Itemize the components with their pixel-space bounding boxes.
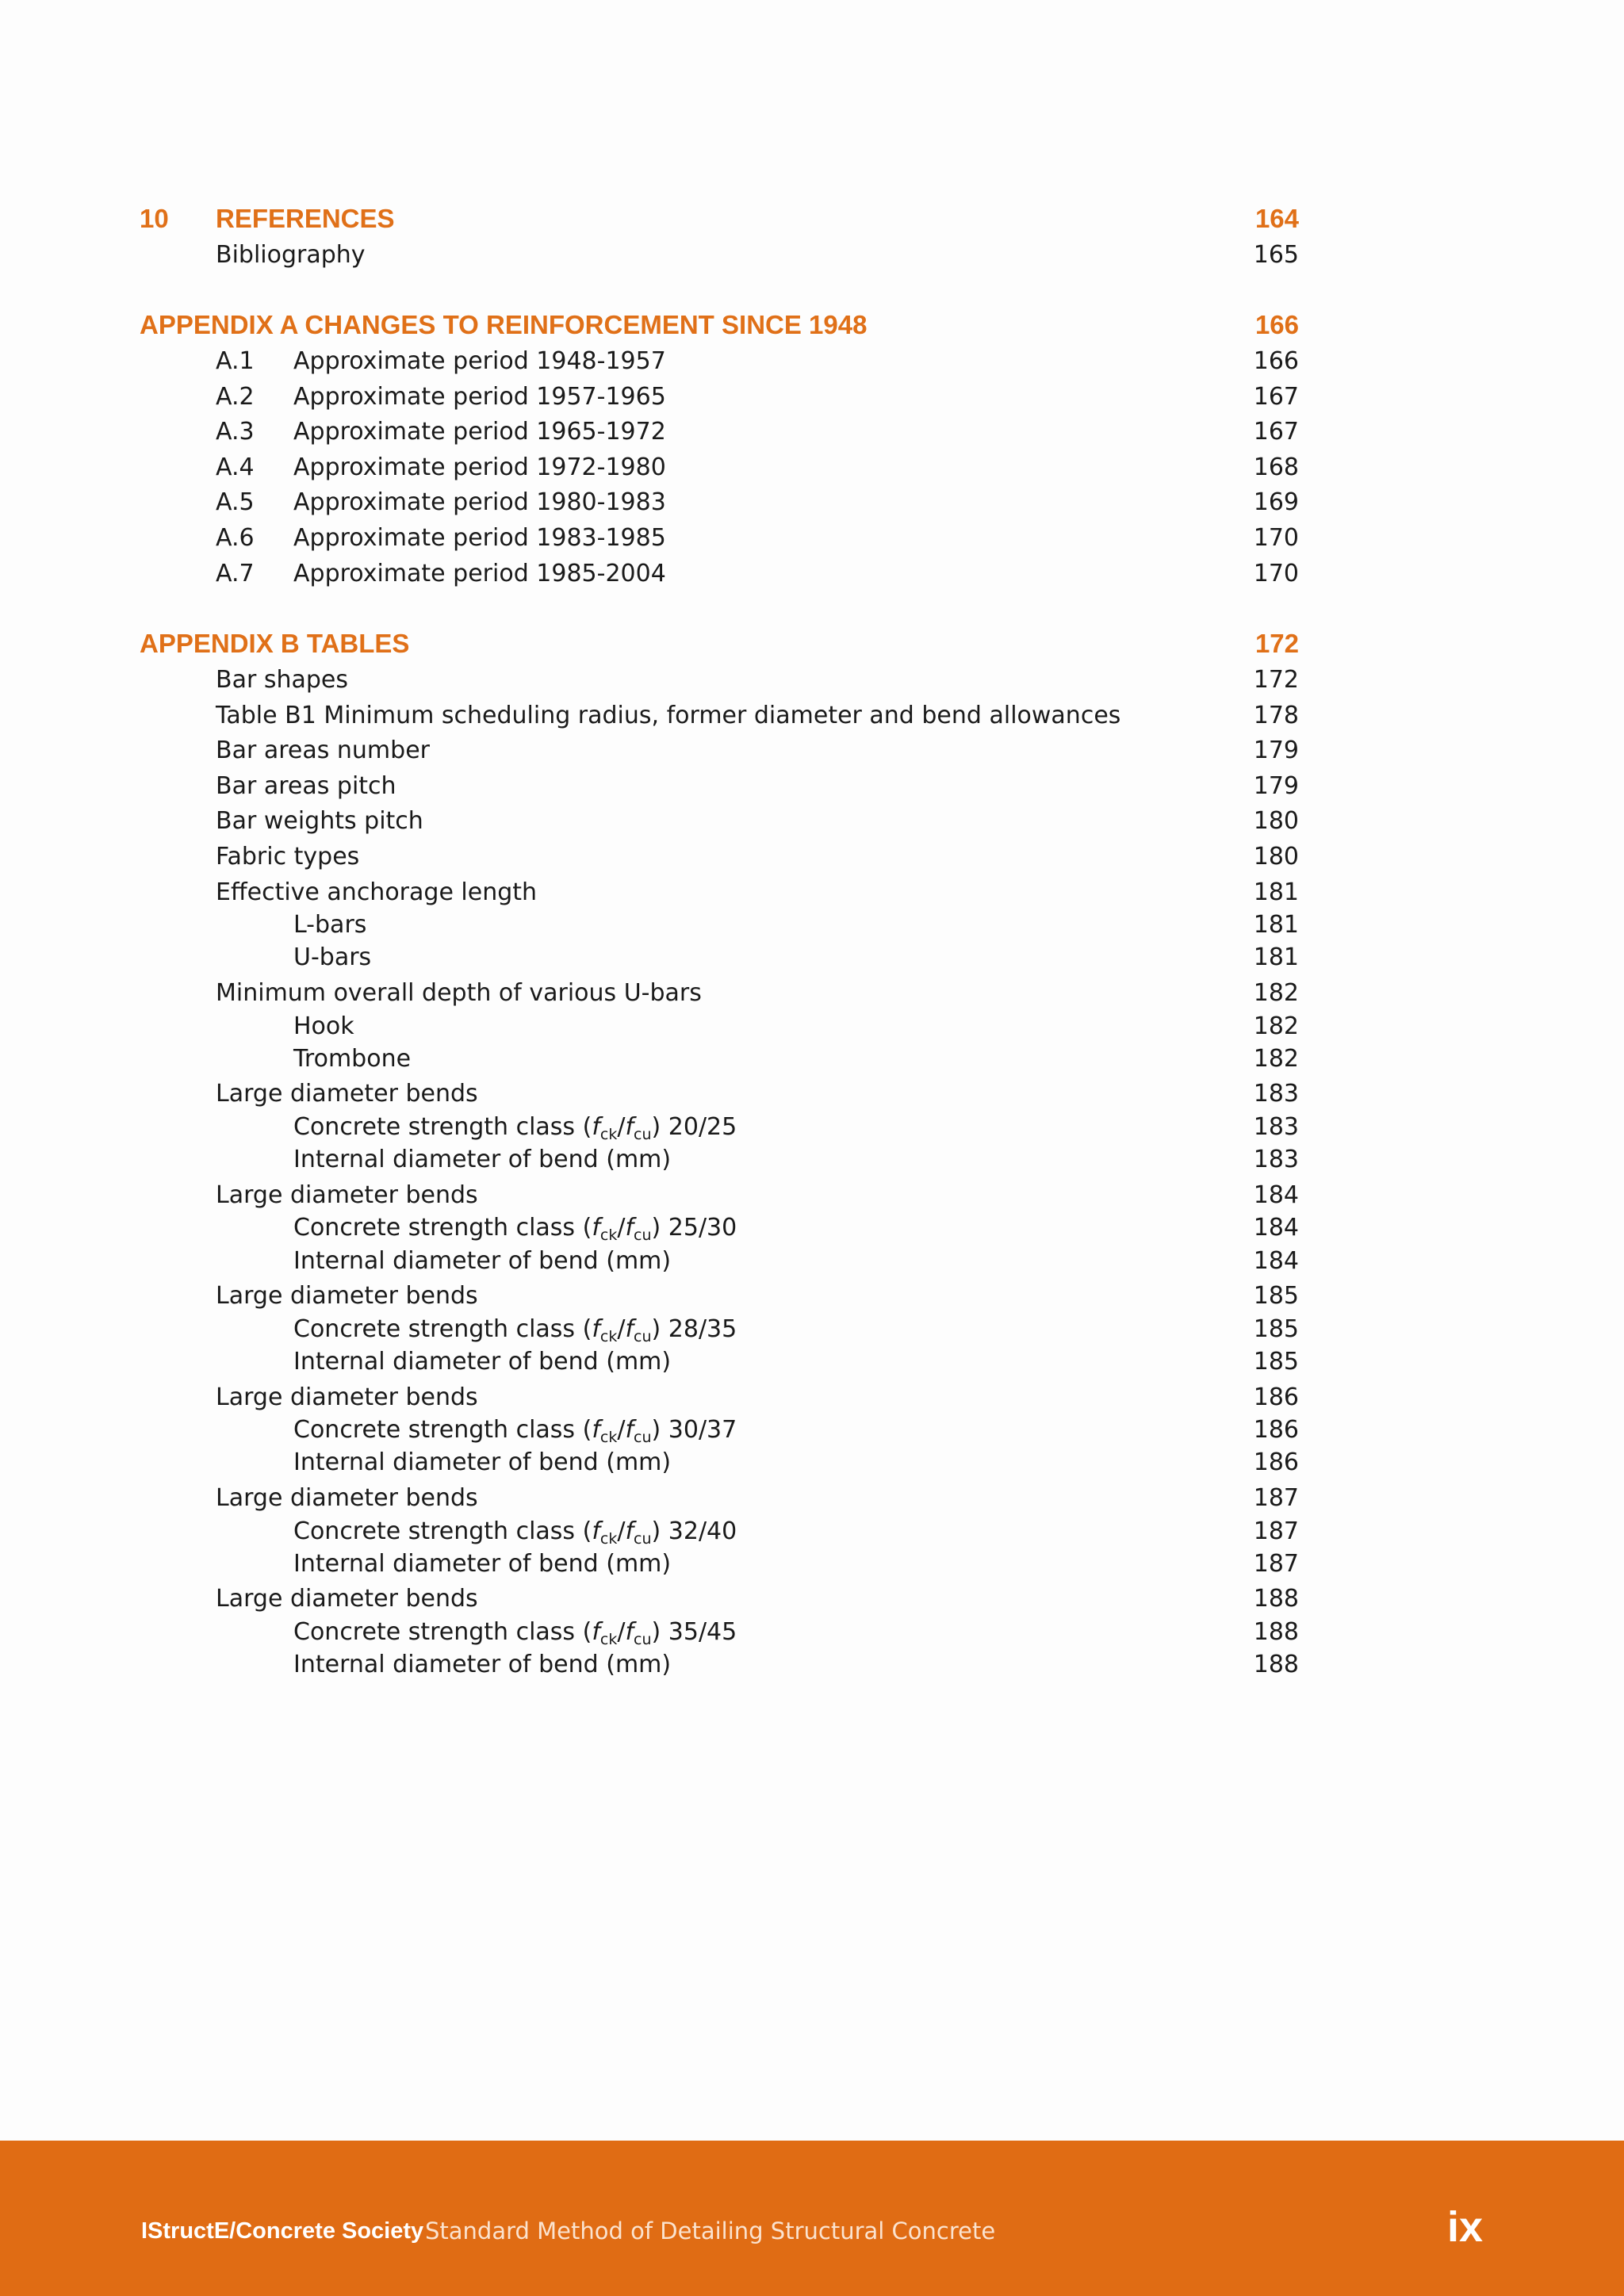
subscript-ck: ck <box>599 1429 618 1447</box>
footer-page-number: ix <box>1446 2203 1483 2251</box>
toc-entry-page: 165 <box>1253 241 1299 269</box>
toc-entry-title: L-bars <box>293 911 367 939</box>
toc-entry-page: 186 <box>1253 1383 1299 1411</box>
subscript-ck: ck <box>599 1529 618 1548</box>
symbol-f-cu: f <box>625 1517 634 1545</box>
strength-class-value: 35/45 <box>668 1617 737 1646</box>
toc-subentry-appendix-b[interactable] <box>0 1211 1624 1246</box>
toc-entry-title: Concrete strength class $(f_{ck}/f_{cu})$ 35/45 <box>293 1617 737 1648</box>
toc-heading-page: 164 <box>1254 204 1299 233</box>
toc-subentry-appendix-b[interactable] <box>0 1345 1624 1380</box>
toc-subentry-appendix-b[interactable] <box>0 940 1624 975</box>
toc-entry-page: 172 <box>1253 666 1299 694</box>
toc-entry-appendix-b[interactable] <box>0 733 1624 768</box>
subscript-ck: ck <box>599 1125 618 1143</box>
toc-entry-page: 184 <box>1253 1181 1299 1209</box>
toc-entry-title-text: Concrete strength class <box>293 1416 576 1445</box>
toc-entry-title: U-bars <box>293 943 372 972</box>
symbol-f-cu: f <box>625 1617 634 1646</box>
toc-entry-appendix-b[interactable] <box>0 698 1624 733</box>
toc-heading-references[interactable] <box>0 201 1624 236</box>
toc-subentry-appendix-b[interactable] <box>0 1615 1624 1650</box>
toc-entry-title: Concrete strength class $(f_{ck}/f_{cu})$ 32/40 <box>293 1517 737 1548</box>
toc-entry-title: Effective anchorage length <box>216 878 538 906</box>
subscript-cu: cu <box>634 1226 652 1245</box>
toc-entry-appendix-a[interactable] <box>0 380 1624 415</box>
symbol-f-ck: f <box>592 1112 600 1141</box>
toc-heading-title: APPENDIX A CHANGES TO REINFORCEMENT SINCE 1948 <box>140 310 868 339</box>
symbol-f-cu: f <box>625 1314 634 1343</box>
toc-subentry-appendix-b[interactable] <box>0 1009 1624 1044</box>
toc-entry-appendix-b[interactable] <box>0 663 1624 698</box>
toc-entry-page: 186 <box>1253 1448 1299 1477</box>
subscript-ck: ck <box>599 1630 618 1648</box>
toc-subentry-appendix-b[interactable] <box>0 1312 1624 1347</box>
toc-entry-title-text: Concrete strength class <box>293 1314 576 1343</box>
toc-entry-page: 167 <box>1253 382 1299 411</box>
toc-entry-title: Bar weights pitch <box>216 807 423 836</box>
toc-entry-title: Approximate period 1983-1985 <box>293 524 666 552</box>
toc-entry-title: Large diameter bends <box>216 1585 478 1613</box>
toc-subentry-appendix-b[interactable] <box>0 1514 1624 1549</box>
symbol-f-ck: f <box>592 1517 600 1545</box>
toc-entry-appendix-b[interactable] <box>0 1178 1624 1213</box>
toc-heading-page: 172 <box>1254 629 1299 658</box>
toc-entry-title: Hook <box>293 1012 354 1040</box>
toc-entry-page: 170 <box>1253 524 1299 552</box>
toc-subentry-appendix-b[interactable] <box>0 1142 1624 1177</box>
toc-entry-page: 170 <box>1253 559 1299 587</box>
toc-entry-page: 187 <box>1253 1549 1299 1578</box>
toc-entry-number: A.6 <box>216 524 255 552</box>
toc-entry-page: 179 <box>1253 771 1299 800</box>
toc-entry-title: Internal diameter of bend (mm) <box>293 1146 672 1174</box>
toc-entry-page: 184 <box>1253 1214 1299 1242</box>
toc-subentry-appendix-b[interactable] <box>0 1413 1624 1448</box>
toc-entry-page: 188 <box>1253 1651 1299 1679</box>
toc-entry-number: A.4 <box>216 453 255 481</box>
toc-entry-title: Approximate period 1980-1983 <box>293 488 666 517</box>
toc-entry-appendix-b[interactable] <box>0 769 1624 804</box>
toc-entry-page: 181 <box>1253 911 1299 939</box>
toc-entry-number: A.7 <box>216 559 255 587</box>
toc-entry-title: Internal diameter of bend (mm) <box>293 1651 672 1679</box>
toc-entry-title: Large diameter bends <box>216 1484 478 1512</box>
subscript-ck: ck <box>599 1327 618 1345</box>
toc-entry-appendix-b[interactable] <box>0 840 1624 874</box>
toc-entry-title: Large diameter bends <box>216 1383 478 1411</box>
page-footer <box>0 2141 1624 2296</box>
toc-entry-appendix-a[interactable] <box>0 521 1624 556</box>
toc-entry-appendix-b[interactable] <box>0 804 1624 839</box>
toc-entry-title: Large diameter bends <box>216 1080 478 1108</box>
toc-entry-title: Bibliography <box>216 241 366 269</box>
toc-entry-page: 168 <box>1253 453 1299 481</box>
toc-entry-page: 179 <box>1253 737 1299 765</box>
toc-subentry-appendix-b[interactable] <box>0 1445 1624 1480</box>
toc-entry-title: Internal diameter of bend (mm) <box>293 1348 672 1376</box>
toc-entry-title: Approximate period 1965-1972 <box>293 418 666 446</box>
toc-entry-appendix-b[interactable] <box>0 1279 1624 1314</box>
toc-entry-page: 188 <box>1253 1585 1299 1613</box>
toc-heading-appendix-a[interactable] <box>0 308 1624 342</box>
toc-heading-appendix-b[interactable] <box>0 626 1624 661</box>
toc-entry-appendix-b[interactable] <box>0 1481 1624 1516</box>
toc-entry-page: 183 <box>1253 1112 1299 1141</box>
toc-entry-title: Concrete strength class $(f_{ck}/f_{cu})$ 25/30 <box>293 1214 737 1245</box>
symbol-f-ck: f <box>592 1314 600 1343</box>
toc-entry-page: 185 <box>1253 1282 1299 1311</box>
strength-class-value: 32/40 <box>668 1517 737 1545</box>
toc-entry-title: Table B1 Minimum scheduling radius, former diameter and bend allowances <box>216 701 1121 729</box>
toc-subentry-appendix-b[interactable] <box>0 1244 1624 1279</box>
toc-entry-page: 182 <box>1253 979 1299 1007</box>
subscript-cu: cu <box>634 1630 652 1648</box>
strength-class-value: 30/37 <box>668 1416 737 1445</box>
toc-entry-title: Fabric types <box>216 843 360 871</box>
toc-entry-title: Approximate period 1972-1980 <box>293 453 666 481</box>
toc-entry-number: A.1 <box>216 347 255 375</box>
subscript-ck: ck <box>599 1226 618 1245</box>
footer-book-title: Standard Method of Detailing Structural Concrete <box>425 2218 996 2244</box>
toc-entry-page: 184 <box>1253 1246 1299 1275</box>
toc-entry-appendix-a[interactable] <box>0 485 1624 520</box>
toc-entry-title: Large diameter bends <box>216 1181 478 1209</box>
toc-entry-appendix-a[interactable] <box>0 344 1624 379</box>
toc-subentry-appendix-b[interactable] <box>0 1042 1624 1077</box>
symbol-f-ck: f <box>592 1617 600 1646</box>
toc-entry-title: Concrete strength class $(f_{ck}/f_{cu})$ 28/35 <box>293 1314 737 1345</box>
symbol-f-ck: f <box>592 1416 600 1445</box>
toc-entry-title-text: Concrete strength class <box>293 1617 576 1646</box>
toc-entry-page: 187 <box>1253 1517 1299 1545</box>
toc-entry-page: 186 <box>1253 1416 1299 1445</box>
toc-entry-title: Bar shapes <box>216 666 348 694</box>
toc-entry-page: 187 <box>1253 1484 1299 1512</box>
subscript-cu: cu <box>634 1429 652 1447</box>
toc-entry-title: Internal diameter of bend (mm) <box>293 1246 672 1275</box>
toc-entry-page: 180 <box>1253 843 1299 871</box>
toc-entry-title: Concrete strength class $(f_{ck}/f_{cu})$ 30/37 <box>293 1416 737 1447</box>
toc-entry-appendix-b[interactable] <box>0 976 1624 1011</box>
symbol-f-cu: f <box>625 1112 634 1141</box>
toc-heading-page: 166 <box>1254 310 1299 339</box>
toc-entry-title: Concrete strength class $(f_{ck}/f_{cu})$ 20/25 <box>293 1112 737 1143</box>
toc-entry-title: Approximate period 1985-2004 <box>293 559 666 587</box>
toc-entry-page: 182 <box>1253 1044 1299 1073</box>
toc-entry-appendix-b[interactable] <box>0 875 1624 910</box>
toc-entry-appendix-b[interactable] <box>0 1077 1624 1112</box>
toc-entry-title: Minimum overall depth of various U-bars <box>216 979 702 1007</box>
toc-entry-number: A.3 <box>216 418 255 446</box>
toc-entry-page: 178 <box>1253 701 1299 729</box>
toc-entry-appendix-b[interactable] <box>0 1582 1624 1617</box>
toc-entry-page: 188 <box>1253 1617 1299 1646</box>
symbol-f-cu: f <box>625 1214 634 1242</box>
toc-subentry-appendix-b[interactable] <box>0 1647 1624 1682</box>
subscript-cu: cu <box>634 1529 652 1548</box>
toc-entry-appendix-b[interactable] <box>0 1380 1624 1415</box>
toc-entry-number: A.2 <box>216 382 255 411</box>
toc-entry-number: A.5 <box>216 488 255 517</box>
strength-class-value: 20/25 <box>668 1112 737 1141</box>
toc-entry-page: 169 <box>1253 488 1299 517</box>
toc-entry-title: Approximate period 1957-1965 <box>293 382 666 411</box>
toc-entry-title-text: Concrete strength class <box>293 1517 576 1545</box>
toc-entry-page: 166 <box>1253 347 1299 375</box>
toc-entry-page: 183 <box>1253 1146 1299 1174</box>
toc-entry-page: 181 <box>1253 878 1299 906</box>
toc-entry-page: 167 <box>1253 418 1299 446</box>
toc-entry-appendix-a[interactable] <box>0 415 1624 450</box>
toc-entry-title: Bar areas number <box>216 737 430 765</box>
toc-entry-page: 185 <box>1253 1314 1299 1343</box>
subscript-cu: cu <box>634 1327 652 1345</box>
toc-entry-appendix-a[interactable] <box>0 557 1624 591</box>
toc-entry-title: Approximate period 1948-1957 <box>293 347 666 375</box>
toc-entry-title: Trombone <box>293 1044 412 1073</box>
toc-subentry-appendix-b[interactable] <box>0 908 1624 943</box>
toc-entry-title: Large diameter bends <box>216 1282 478 1311</box>
toc-heading-title: REFERENCES <box>216 204 395 233</box>
toc-entry-page: 183 <box>1253 1080 1299 1108</box>
toc-entry-page: 180 <box>1253 807 1299 836</box>
toc-heading-title: APPENDIX B TABLES <box>140 629 410 658</box>
toc-subentry-appendix-b[interactable] <box>0 1547 1624 1582</box>
toc-entry-page: 185 <box>1253 1348 1299 1376</box>
toc-entry-title-text: Concrete strength class <box>293 1214 576 1242</box>
toc-entry-title: Internal diameter of bend (mm) <box>293 1549 672 1578</box>
toc-entry-appendix-a[interactable] <box>0 450 1624 485</box>
symbol-f-ck: f <box>592 1214 600 1242</box>
toc-entry-page: 182 <box>1253 1012 1299 1040</box>
footer-publisher: IStructE/Concrete Society <box>141 2218 424 2244</box>
toc-entry-title: Bar areas pitch <box>216 771 396 800</box>
toc-entry-bibliography[interactable] <box>0 238 1624 273</box>
toc-subentry-appendix-b[interactable] <box>0 1110 1624 1145</box>
toc-entry-title: Internal diameter of bend (mm) <box>293 1448 672 1477</box>
symbol-f-cu: f <box>625 1416 634 1445</box>
subscript-cu: cu <box>634 1125 652 1143</box>
toc-entry-page: 181 <box>1253 943 1299 972</box>
strength-class-value: 25/30 <box>668 1214 737 1242</box>
strength-class-value: 28/35 <box>668 1314 737 1343</box>
toc-entry-title-text: Concrete strength class <box>293 1112 576 1141</box>
toc-heading-number: 10 <box>140 204 169 233</box>
